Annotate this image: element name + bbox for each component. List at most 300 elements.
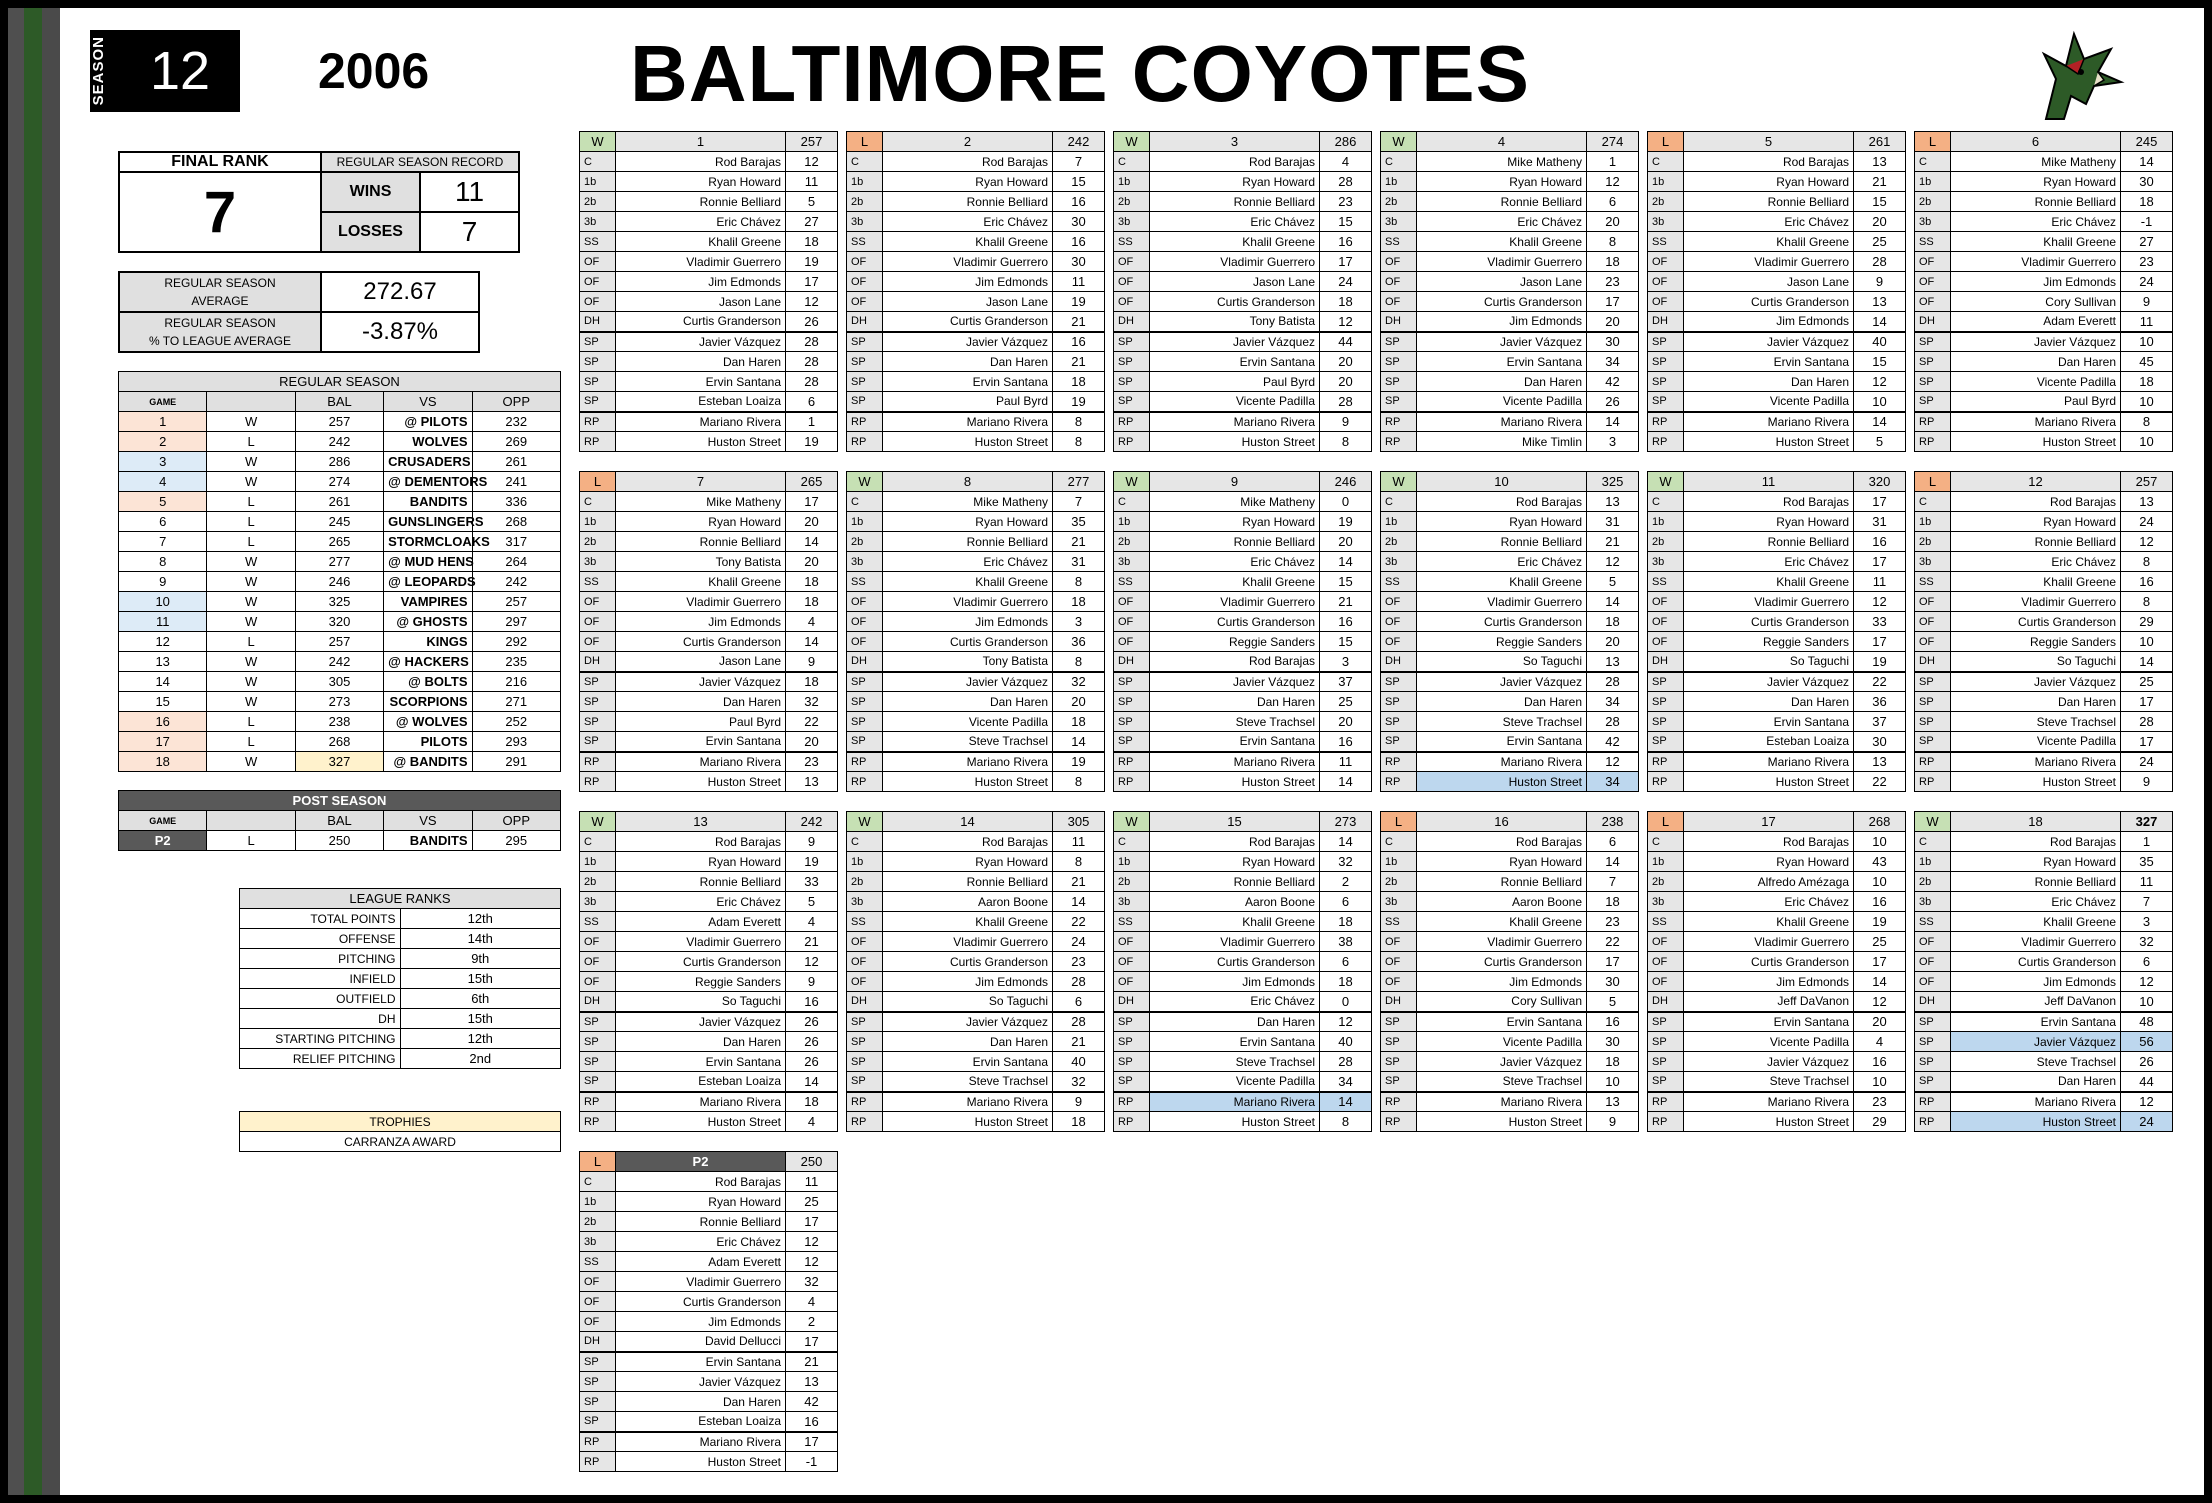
player-points: 12: [2121, 1092, 2173, 1112]
player-name: Vicente Padilla: [1951, 372, 2121, 392]
position: SP: [1381, 692, 1417, 712]
game-number: 16: [1417, 812, 1587, 832]
player-points: 6: [1587, 192, 1639, 212]
position: SP: [1648, 372, 1684, 392]
position: 2b: [847, 532, 883, 552]
game-result: W: [207, 472, 295, 492]
player-row: [1381, 352, 1639, 372]
player-row: [847, 1092, 1105, 1112]
player-row: [580, 592, 838, 612]
player-points: 37: [1854, 712, 1906, 732]
player-name: Steve Trachsel: [1417, 712, 1587, 732]
rank-category: OFFENSE: [240, 929, 401, 949]
player-points: 18: [2121, 192, 2173, 212]
game-number: P2: [119, 831, 207, 851]
position: SP: [1114, 352, 1150, 372]
player-points: 18: [1053, 1112, 1105, 1132]
player-name: Dan Haren: [1150, 692, 1320, 712]
player-points: 31: [1854, 512, 1906, 532]
opp-score: 235: [472, 652, 560, 672]
player-row: [847, 952, 1105, 972]
player-row: [580, 1352, 838, 1372]
player-row: [1648, 232, 1906, 252]
position: SP: [580, 352, 616, 372]
player-row: [1114, 512, 1372, 532]
player-points: 18: [1587, 612, 1639, 632]
player-row: [1648, 832, 1906, 852]
position: C: [580, 832, 616, 852]
player-name: Esteban Loaiza: [616, 1412, 786, 1432]
ps-col-result: [207, 811, 295, 831]
player-points: 18: [1587, 892, 1639, 912]
player-points: 19: [786, 852, 838, 872]
position: C: [1648, 492, 1684, 512]
player-row: [1915, 892, 2173, 912]
player-points: 2: [786, 1312, 838, 1332]
position: SP: [847, 712, 883, 732]
player-name: Mariano Rivera: [1684, 1092, 1854, 1112]
player-row: [1915, 332, 2173, 352]
player-points: 9: [1320, 412, 1372, 432]
position: OF: [1648, 632, 1684, 652]
player-row: [847, 972, 1105, 992]
col-result: [207, 392, 295, 412]
player-name: Steve Trachsel: [1951, 1052, 2121, 1072]
bal-score: 286: [295, 452, 383, 472]
player-name: Mike Timlin: [1417, 432, 1587, 452]
regular-season-row: [119, 732, 561, 752]
player-row: [1648, 992, 1906, 1012]
position: 1b: [580, 1192, 616, 1212]
position: OF: [1114, 592, 1150, 612]
player-name: Jim Edmonds: [616, 612, 786, 632]
player-name: Jim Edmonds: [1417, 312, 1587, 332]
game-result: W: [207, 452, 295, 472]
player-name: Adam Everett: [1951, 312, 2121, 332]
player-points: 8: [1053, 772, 1105, 792]
player-name: Mariano Rivera: [1684, 412, 1854, 432]
position: SP: [580, 1352, 616, 1372]
player-name: Mariano Rivera: [1150, 1092, 1320, 1112]
game-total: 246: [1320, 472, 1372, 492]
player-points: 14: [1587, 852, 1639, 872]
player-points: 4: [786, 1112, 838, 1132]
player-points: 29: [2121, 612, 2173, 632]
position: OF: [847, 612, 883, 632]
final-rank-label: FINAL RANK: [119, 152, 321, 172]
player-name: Rod Barajas: [1684, 492, 1854, 512]
player-row: [1114, 312, 1372, 332]
position: RP: [580, 432, 616, 452]
regular-season-row: [119, 532, 561, 552]
position: SP: [580, 1392, 616, 1412]
player-points: 13: [1587, 1092, 1639, 1112]
position: SS: [847, 912, 883, 932]
position: RP: [1915, 772, 1951, 792]
player-row: [580, 1412, 838, 1432]
game-result-badge: L: [580, 472, 616, 492]
player-row: [847, 552, 1105, 572]
player-points: 30: [1587, 972, 1639, 992]
player-name: Ronnie Belliard: [1150, 532, 1320, 552]
player-name: Curtis Granderson: [1150, 952, 1320, 972]
game-number: 9: [1150, 472, 1320, 492]
col-opp: OPP: [472, 392, 560, 412]
player-points: 20: [1320, 372, 1372, 392]
player-name: Ryan Howard: [1417, 172, 1587, 192]
player-row: [1915, 672, 2173, 692]
player-name: Vladimir Guerrero: [1684, 932, 1854, 952]
position: 3b: [847, 552, 883, 572]
player-points: 19: [1053, 292, 1105, 312]
position: SP: [1648, 1032, 1684, 1052]
opp-score: 336: [472, 492, 560, 512]
player-points: 25: [1854, 932, 1906, 952]
player-points: 8: [1053, 852, 1105, 872]
player-row: [1381, 532, 1639, 552]
rank-category: TOTAL POINTS: [240, 909, 401, 929]
player-name: Vladimir Guerrero: [1150, 592, 1320, 612]
player-points: 5: [1587, 572, 1639, 592]
player-row: [1381, 412, 1639, 432]
game-number: 14: [883, 812, 1053, 832]
position: SP: [847, 332, 883, 352]
player-row: [1648, 572, 1906, 592]
regular-season-row: [119, 752, 561, 772]
player-row: [1915, 1032, 2173, 1052]
player-row: [580, 1092, 838, 1112]
player-name: Curtis Granderson: [1417, 952, 1587, 972]
player-name: Ronnie Belliard: [1951, 192, 2121, 212]
player-name: Huston Street: [1684, 432, 1854, 452]
trophies-title: TROPHIES: [240, 1112, 561, 1132]
avg-label-line2: AVERAGE: [191, 294, 249, 308]
position: DH: [1381, 312, 1417, 332]
player-name: Cory Sullivan: [1417, 992, 1587, 1012]
position: OF: [1915, 632, 1951, 652]
player-row: [1114, 652, 1372, 672]
regular-season-row: [119, 452, 561, 472]
player-points: 44: [1320, 332, 1372, 352]
player-points: 20: [1587, 632, 1639, 652]
player-name: Curtis Granderson: [1684, 952, 1854, 972]
player-row: [1381, 972, 1639, 992]
player-name: Eric Chávez: [1951, 892, 2121, 912]
position: SP: [1114, 1032, 1150, 1052]
player-name: Rod Barajas: [616, 1172, 786, 1192]
player-points: 23: [1854, 1092, 1906, 1112]
game-total: 245: [2121, 132, 2173, 152]
player-row: [1381, 752, 1639, 772]
game-number: 3: [1150, 132, 1320, 152]
position: OF: [1381, 272, 1417, 292]
player-points: 17: [1854, 492, 1906, 512]
player-name: Dan Haren: [616, 1032, 786, 1052]
position: RP: [1114, 412, 1150, 432]
position: RP: [580, 1432, 616, 1452]
player-row: [1648, 1092, 1906, 1112]
position: SP: [1114, 1052, 1150, 1072]
player-points: 38: [1320, 932, 1372, 952]
position: OF: [580, 1292, 616, 1312]
player-points: 18: [1320, 292, 1372, 312]
player-name: Ronnie Belliard: [1951, 532, 2121, 552]
game-total: 257: [786, 132, 838, 152]
player-name: Huston Street: [1951, 1112, 2121, 1132]
player-points: 20: [786, 732, 838, 752]
bal-score: 273: [295, 692, 383, 712]
player-row: [1915, 972, 2173, 992]
player-row: [1915, 252, 2173, 272]
position: RP: [847, 752, 883, 772]
player-points: 8: [2121, 552, 2173, 572]
player-name: Javier Vázquez: [616, 1012, 786, 1032]
post-season-title: POST SEASON: [119, 791, 561, 811]
player-row: [1915, 592, 2173, 612]
player-name: Mariano Rivera: [1150, 752, 1320, 772]
player-row: [847, 632, 1105, 652]
position: 3b: [847, 892, 883, 912]
player-row: [1648, 152, 1906, 172]
player-row: [847, 232, 1105, 252]
player-row: [580, 1232, 838, 1252]
bal-score: 305: [295, 672, 383, 692]
player-row: [1114, 292, 1372, 312]
player-points: 15: [1854, 192, 1906, 212]
player-name: Ryan Howard: [1684, 852, 1854, 872]
player-row: [580, 1072, 838, 1092]
player-name: Vladimir Guerrero: [1951, 592, 2121, 612]
opp-score: 261: [472, 452, 560, 472]
rank-category: PITCHING: [240, 949, 401, 969]
position: RP: [1381, 772, 1417, 792]
player-row: [580, 1012, 838, 1032]
player-row: [847, 532, 1105, 552]
player-points: 6: [1320, 892, 1372, 912]
player-name: Curtis Granderson: [1684, 292, 1854, 312]
position: OF: [847, 272, 883, 292]
player-name: Dan Haren: [883, 692, 1053, 712]
player-points: 0: [1320, 992, 1372, 1012]
player-name: Khalil Greene: [616, 232, 786, 252]
opponent: CRUSADERS: [384, 452, 472, 472]
game-header: [1114, 132, 1372, 152]
player-row: [1915, 692, 2173, 712]
game-total: 250: [786, 1152, 838, 1172]
game-total: 277: [1053, 472, 1105, 492]
player-row: [1648, 1072, 1906, 1092]
player-name: Javier Vázquez: [1684, 1052, 1854, 1072]
player-row: [1648, 552, 1906, 572]
player-row: [1915, 832, 2173, 852]
losses: 7: [420, 212, 519, 252]
player-points: 26: [786, 1032, 838, 1052]
player-name: Cory Sullivan: [1951, 292, 2121, 312]
game-card: [1113, 471, 1372, 792]
position: C: [1381, 492, 1417, 512]
player-points: 8: [1320, 1112, 1372, 1132]
position: C: [1114, 492, 1150, 512]
player-row: [1114, 152, 1372, 172]
player-name: Ronnie Belliard: [1417, 532, 1587, 552]
player-name: Ervin Santana: [1417, 732, 1587, 752]
player-points: 7: [2121, 892, 2173, 912]
player-points: 16: [1320, 232, 1372, 252]
game-card: [579, 471, 838, 792]
player-row: [847, 352, 1105, 372]
losses-label: LOSSES: [321, 212, 420, 252]
player-name: Ryan Howard: [1684, 172, 1854, 192]
player-row: [1381, 732, 1639, 752]
player-row: [847, 372, 1105, 392]
player-name: Jason Lane: [883, 292, 1053, 312]
player-points: 32: [2121, 932, 2173, 952]
player-name: Steve Trachsel: [883, 732, 1053, 752]
player-row: [1114, 712, 1372, 732]
player-name: Javier Vázquez: [1417, 332, 1587, 352]
ps-col-opp: OPP: [472, 811, 560, 831]
player-row: [1915, 1012, 2173, 1032]
opponent: @ BOLTS: [384, 672, 472, 692]
player-row: [1114, 632, 1372, 652]
player-points: 22: [1854, 772, 1906, 792]
player-name: Rod Barajas: [616, 832, 786, 852]
league-ranks-title: LEAGUE RANKS: [240, 889, 561, 909]
player-points: 25: [1320, 692, 1372, 712]
avg-value: 272.67: [321, 272, 479, 312]
average-table: [118, 271, 480, 353]
game-header: [1114, 812, 1372, 832]
bal-score: 242: [295, 652, 383, 672]
player-row: [580, 372, 838, 392]
game-result-badge: W: [580, 132, 616, 152]
player-points: 13: [1587, 492, 1639, 512]
player-row: [1648, 192, 1906, 212]
player-row: [1648, 972, 1906, 992]
opponent: BANDITS: [384, 492, 472, 512]
position: SP: [1915, 692, 1951, 712]
position: SP: [1648, 732, 1684, 752]
player-points: 10: [2121, 632, 2173, 652]
game-total: 305: [1053, 812, 1105, 832]
game-result: L: [207, 532, 295, 552]
player-row: [1915, 432, 2173, 452]
bal-score: 245: [295, 512, 383, 532]
opp-score: 271: [472, 692, 560, 712]
player-name: Khalil Greene: [1417, 572, 1587, 592]
game-result-badge: L: [847, 132, 883, 152]
game-card: [846, 131, 1105, 452]
player-name: Eric Chávez: [616, 1232, 786, 1252]
player-row: [1648, 632, 1906, 652]
game-total: 327: [2121, 812, 2173, 832]
position: SP: [580, 332, 616, 352]
player-name: Ronnie Belliard: [616, 1212, 786, 1232]
player-points: 20: [1320, 352, 1372, 372]
player-name: Khalil Greene: [1684, 912, 1854, 932]
player-points: 13: [1854, 292, 1906, 312]
pct-label: [119, 312, 321, 352]
player-points: 16: [786, 1412, 838, 1432]
player-name: Vicente Padilla: [1417, 1032, 1587, 1052]
player-name: Jason Lane: [1150, 272, 1320, 292]
position: SP: [1381, 1072, 1417, 1092]
position: 2b: [580, 192, 616, 212]
post-season-table: [118, 790, 561, 851]
game-header: [1381, 812, 1639, 832]
player-name: Curtis Granderson: [616, 312, 786, 332]
player-name: Ervin Santana: [1150, 352, 1320, 372]
trophy-row: [240, 1132, 561, 1152]
player-name: Esteban Loaiza: [616, 1072, 786, 1092]
player-name: Ronnie Belliard: [1150, 192, 1320, 212]
position: 2b: [1381, 532, 1417, 552]
player-name: Javier Vázquez: [1951, 1032, 2121, 1052]
position: 1b: [1915, 172, 1951, 192]
player-points: 18: [786, 1092, 838, 1112]
player-name: Ronnie Belliard: [1684, 192, 1854, 212]
player-row: [847, 832, 1105, 852]
player-points: 16: [1320, 732, 1372, 752]
player-points: 21: [1053, 872, 1105, 892]
player-points: 16: [1320, 612, 1372, 632]
player-row: [580, 912, 838, 932]
position: RP: [847, 772, 883, 792]
player-row: [1915, 612, 2173, 632]
player-row: [1648, 872, 1906, 892]
rank-category: INFIELD: [240, 969, 401, 989]
player-name: Jim Edmonds: [1684, 312, 1854, 332]
player-row: [1381, 772, 1639, 792]
player-row: [1648, 412, 1906, 432]
game-card: [846, 811, 1105, 1132]
player-row: [847, 852, 1105, 872]
position: SP: [580, 732, 616, 752]
player-name: Reggie Sanders: [1417, 632, 1587, 652]
position: 3b: [1114, 552, 1150, 572]
player-points: 34: [1320, 1072, 1372, 1092]
player-row: [1915, 932, 2173, 952]
player-row: [580, 692, 838, 712]
player-points: 14: [2121, 652, 2173, 672]
position: 2b: [1114, 872, 1150, 892]
player-points: 22: [1053, 912, 1105, 932]
player-points: 13: [786, 772, 838, 792]
position: OF: [1114, 932, 1150, 952]
position: C: [1915, 152, 1951, 172]
rank-value: 2nd: [400, 1049, 561, 1069]
player-row: [1648, 352, 1906, 372]
player-name: Huston Street: [1684, 1112, 1854, 1132]
player-row: [1114, 732, 1372, 752]
player-name: Mariano Rivera: [1684, 752, 1854, 772]
player-row: [1915, 772, 2173, 792]
player-points: 23: [786, 752, 838, 772]
position: SS: [1648, 232, 1684, 252]
game-result-badge: L: [1915, 132, 1951, 152]
player-name: Vicente Padilla: [1150, 1072, 1320, 1092]
player-name: Mariano Rivera: [883, 752, 1053, 772]
player-row: [1648, 892, 1906, 912]
player-points: 0: [1320, 492, 1372, 512]
player-points: 16: [786, 992, 838, 1012]
player-row: [1381, 1112, 1639, 1132]
opponent: SCORPIONS: [384, 692, 472, 712]
bal-score: 320: [295, 612, 383, 632]
position: RP: [1915, 1092, 1951, 1112]
player-row: [847, 252, 1105, 272]
ps-col-vs: VS: [384, 811, 472, 831]
